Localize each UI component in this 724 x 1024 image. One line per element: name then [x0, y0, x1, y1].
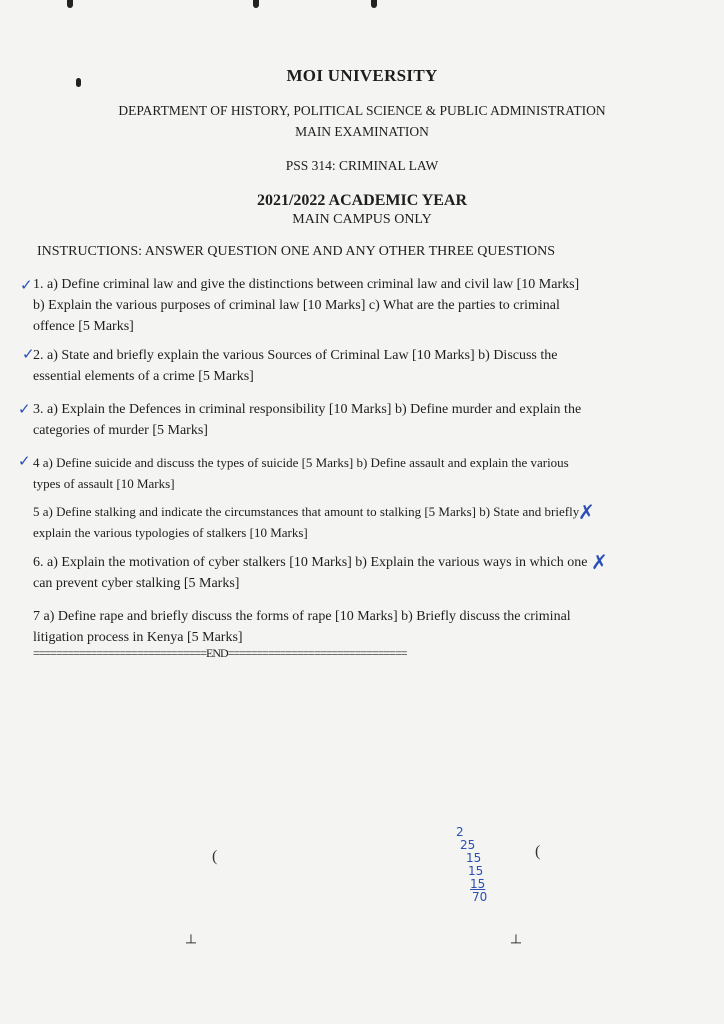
- check-icon: ✓: [20, 276, 33, 294]
- university-title: MOI UNIVERSITY: [286, 66, 438, 85]
- punch-hole-mark: [67, 0, 73, 8]
- tally-line: 2: [456, 825, 464, 839]
- question-3: 3. a) Explain the Defences in criminal responsibility [10 Marks] b) Define murder and explain the categories of murder [5 Marks]: [33, 402, 582, 438]
- end-marker: ==============================END===============================: [33, 646, 407, 660]
- question-2: 2. a) State and briefly explain the various Sources of Criminal Law [10 Marks] b) Discuss the essential elements of a crime [5 Marks]: [33, 348, 558, 384]
- scan-mark: ┴: [186, 936, 196, 951]
- question-4: 4 a) Define suicide and discuss the types of suicide [5 Marks] b) Define assault and explain the various types of assault [10 Marks]: [33, 455, 569, 491]
- course-code: PSS 314: CRIMINAL LAW: [285, 158, 439, 173]
- cross-icon: ✗: [591, 550, 608, 574]
- exam-type: MAIN EXAMINATION: [295, 124, 429, 139]
- check-icon: ✓: [18, 400, 31, 418]
- tally-line: 25: [460, 838, 476, 852]
- scan-mark: ┴: [511, 936, 521, 951]
- check-icon: ✓: [18, 452, 31, 470]
- tally-line: 15: [466, 851, 482, 865]
- question-5: 5 a) Define stalking and indicate the circumstances that amount to stalking [5 Marks] b) State and briefly explain the various typologies of stalkers [10 Marks]: [33, 504, 580, 540]
- handwritten-tally: [456, 826, 487, 904]
- cross-icon: ✗: [578, 500, 595, 524]
- punch-hole-mark: [253, 0, 259, 8]
- instructions: INSTRUCTIONS: ANSWER QUESTION ONE AND ANY OTHER THREE QUESTIONS: [37, 244, 555, 259]
- tally-line: 15: [468, 864, 484, 878]
- bracket-mark: (: [535, 843, 541, 860]
- question-7: 7 a) Define rape and briefly discuss the forms of rape [10 Marks] b) Briefly discuss the criminal litigation process in Kenya [5 Marks]: [33, 609, 571, 645]
- tally-line: 70: [472, 890, 488, 904]
- tally-line: 15: [470, 877, 486, 891]
- question-6: 6. a) Explain the motivation of cyber stalkers [10 Marks] b) Explain the various ways in which one can prevent cyber stalking [5 Marks]: [33, 555, 588, 591]
- campus-label: MAIN CAMPUS ONLY: [292, 212, 432, 227]
- check-icon: ✓: [22, 345, 35, 363]
- punch-hole-mark: [371, 0, 377, 8]
- bracket-mark: (: [212, 848, 218, 865]
- question-1: 1. a) Define criminal law and give the distinctions between criminal law and civil law [10 Marks] b) Explain the various purposes of criminal law [10 Marks] c) What are the parties to criminal offence [5 Marks]: [33, 277, 580, 334]
- department-name: DEPARTMENT OF HISTORY, POLITICAL SCIENCE & PUBLIC ADMINISTRATION: [118, 103, 606, 118]
- academic-year: 2021/2022 ACADEMIC YEAR: [256, 192, 468, 209]
